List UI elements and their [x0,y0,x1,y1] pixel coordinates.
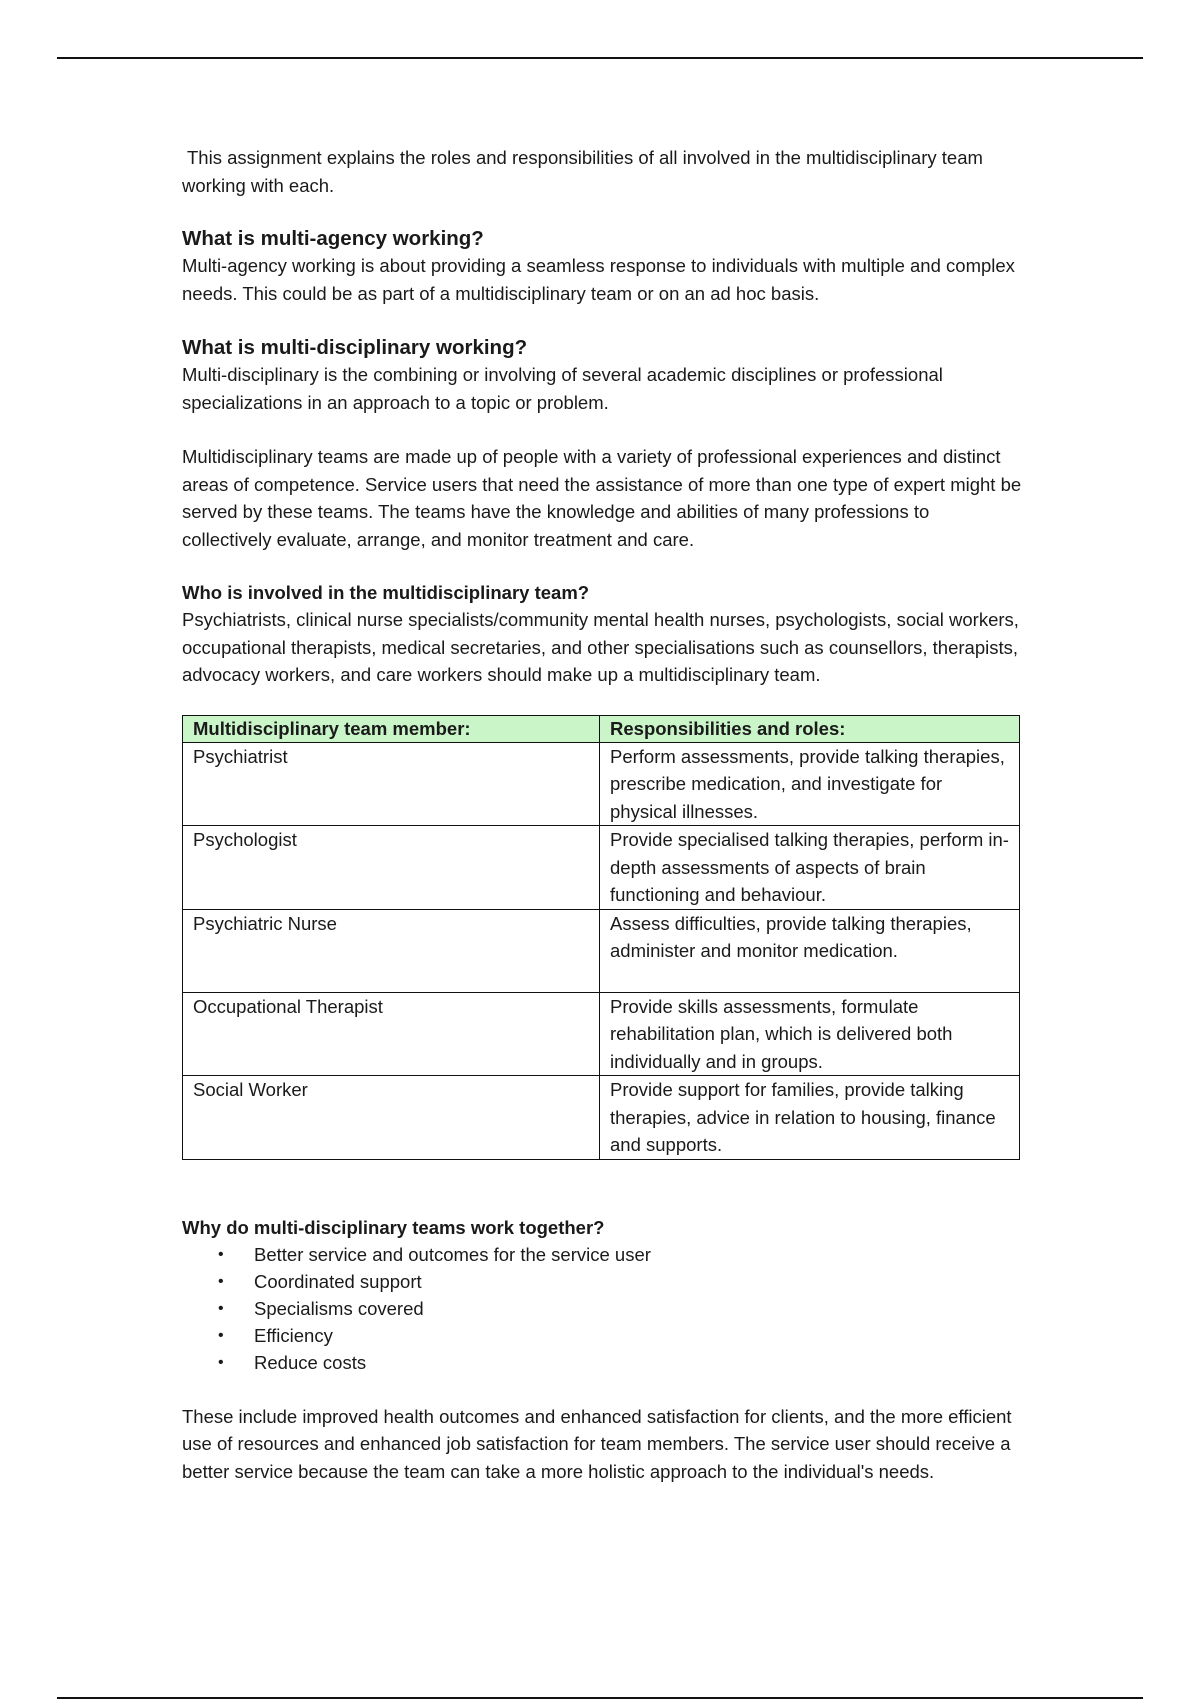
team-involved-heading: Who is involved in the multidisciplinary team? [182,582,590,603]
table-row [183,826,1020,910]
member-cell: Psychologist [183,826,600,910]
header-rule [57,57,1143,59]
role-cell: Provide support for families, provide talking therapies, advice in relation to housing, finance and supports. [600,1076,1020,1160]
bullet-icon: • [218,1299,224,1317]
list-item-text: Efficiency [254,1324,333,1346]
multidisciplinary-teams-paragraph: Multidisciplinary teams are made up of people with a variety of professional experiences and distinct areas of competence. Service users that need the assistance of more than one type of expert might be served by these teams. The teams have the knowledge and abilities of many professions to collectively evaluate, arrange, and monitor treatment and care. [182,446,1022,550]
team-involved-paragraph: Psychiatrists, clinical nurse specialists/community mental health nurses, psychologists, social workers, occupational therapists, medical secretaries, and other specialisations such as counsellors, therapists, advocacy workers, and care workers should make up a multidisciplinary team. [182,609,1019,685]
table-row [183,992,1020,1076]
role-cell: Provide specialised talking therapies, perform in-depth assessments of aspects of brain functioning and behaviour. [600,826,1020,910]
list-item [182,1349,1022,1376]
multi-disciplinary-paragraph: Multi-disciplinary is the combining or involving of several academic disciplines or professional specializations in an approach to a topic or problem. [182,364,943,413]
list-item-text: Coordinated support [254,1270,422,1292]
role-cell: Perform assessments, provide talking therapies, prescribe medication, and investigate for physical illnesses. [600,742,1020,826]
multi-disciplinary-heading: What is multi-disciplinary working? [182,336,528,359]
multi-agency-heading: What is multi-agency working? [182,227,484,250]
table-row [183,1076,1020,1160]
list-item [182,1241,1022,1268]
list-item [182,1322,1022,1349]
member-cell: Psychiatric Nurse [183,909,600,992]
benefits-list [182,1241,1022,1376]
bullet-icon: • [218,1272,224,1290]
bullet-icon: • [218,1326,224,1344]
why-teams-heading: Why do multi-disciplinary teams work together? [182,1216,605,1238]
member-cell: Social Worker [183,1076,600,1160]
table-header-member: Multidisciplinary team member: [183,715,600,742]
table-header-row [183,715,1020,742]
bullet-icon: • [218,1353,224,1371]
member-cell: Occupational Therapist [183,992,600,1076]
member-cell: Psychiatrist [183,742,600,826]
intro-paragraph: This assignment explains the roles and responsibilities of all involved in the multidisciplinary team working with each. [182,147,983,196]
document-body [182,144,1022,1485]
list-item-text: Better service and outcomes for the service user [254,1243,651,1265]
footer-rule [57,1697,1143,1699]
list-item-text: Specialisms covered [254,1297,424,1319]
team-roles-table [182,715,1020,1160]
list-item [182,1268,1022,1295]
why-teams-paragraph: These include improved health outcomes and enhanced satisfaction for clients, and the more efficient use of resources and enhanced job satisfaction for team members. The service user should receive a better service because the team can take a more holistic approach to the individual's needs. [182,1405,1012,1482]
table-row [183,909,1020,992]
role-cell: Assess difficulties, provide talking therapies, administer and monitor medication. [600,909,1020,992]
table-header-roles: Responsibilities and roles: [600,715,1020,742]
list-item-text: Reduce costs [254,1351,367,1373]
table-row [183,742,1020,826]
multi-agency-paragraph: Multi-agency working is about providing a seamless response to individuals with multiple and complex needs. This could be as part of a multidisciplinary team or on an ad hoc basis. [182,255,1015,304]
list-item [182,1295,1022,1322]
bullet-icon: • [218,1245,224,1263]
role-cell: Provide skills assessments, formulate rehabilitation plan, which is delivered both individually and in groups. [600,992,1020,1076]
